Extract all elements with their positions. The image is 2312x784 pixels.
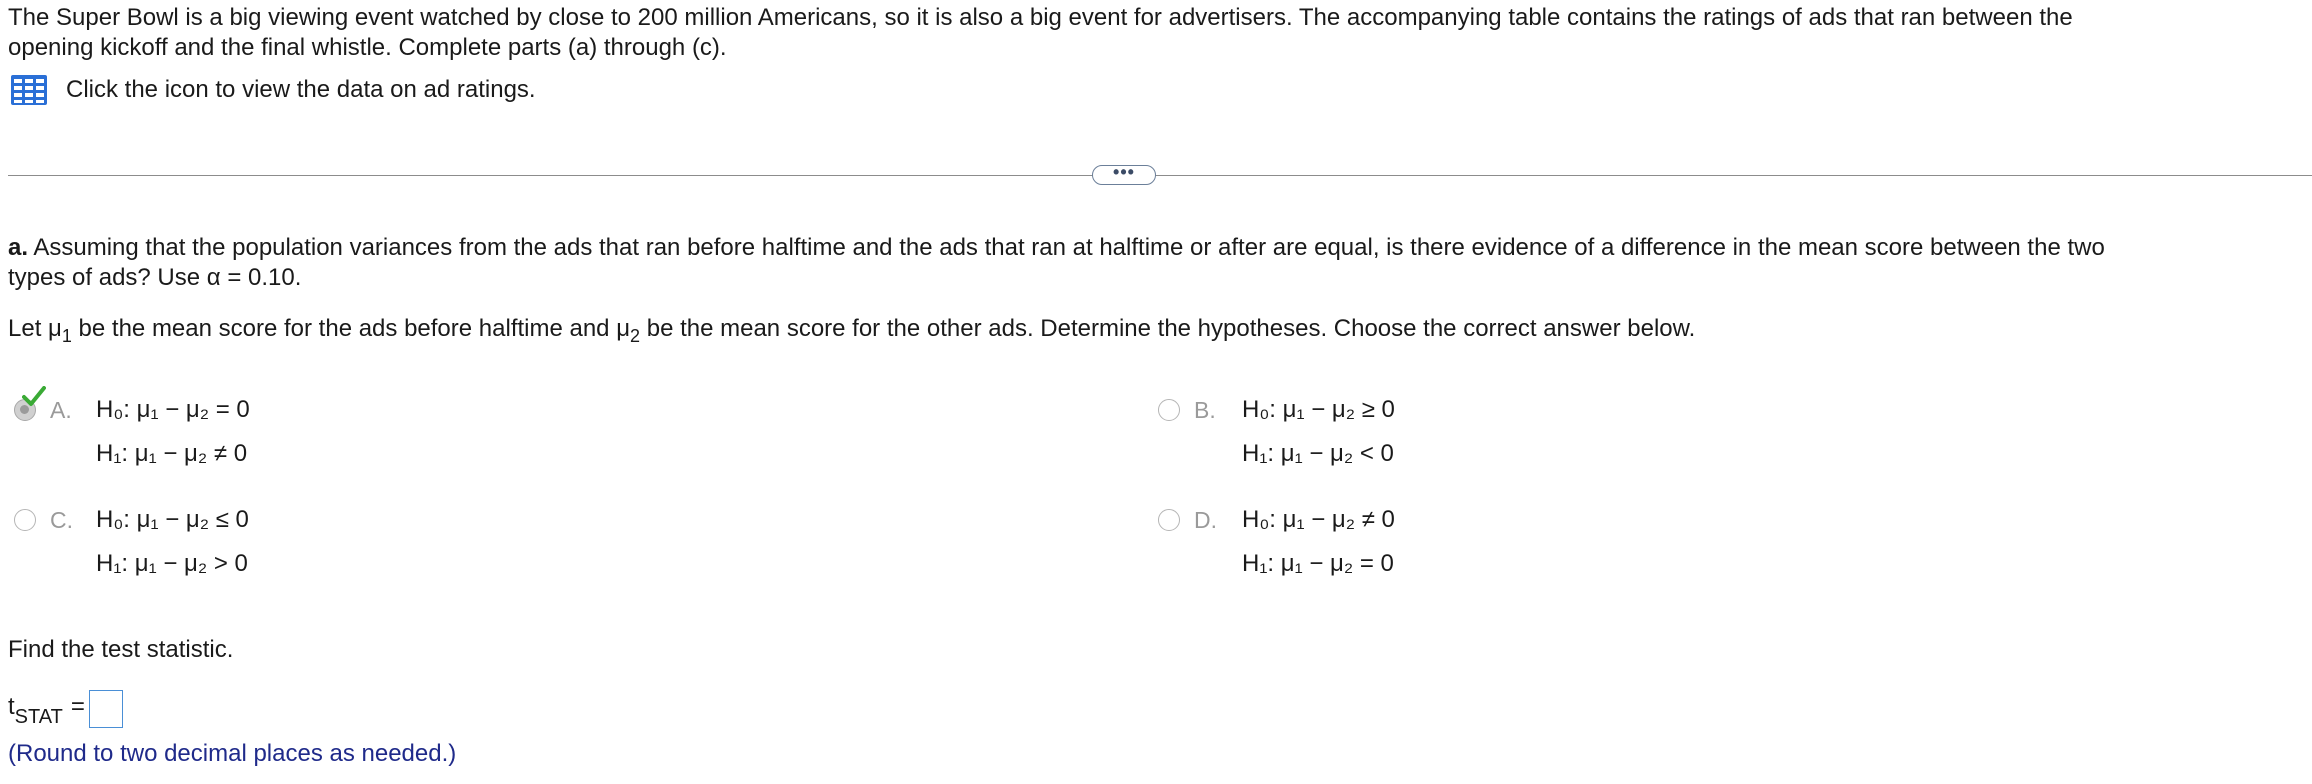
table-icon[interactable] <box>10 74 48 106</box>
let-text-2: be the mean score for the ads before halftime and μ <box>71 315 631 342</box>
intro-text <box>8 3 2298 63</box>
part-a-line-1 <box>8 233 2304 263</box>
choice-b-h1: H₁: μ₁ − μ₂ < 0 <box>1242 440 1394 467</box>
choice-c-letter: C. <box>50 507 73 533</box>
view-data-link[interactable] <box>10 74 536 106</box>
more-icon: ••• <box>1113 162 1135 182</box>
let-sub-1: 1 <box>61 326 72 346</box>
part-a-line-2: types of ads? Use α = 0.10. <box>8 264 302 291</box>
let-text-3: be the mean score for the other ads. Determine the hypotheses. Choose the correct answer below. <box>640 315 1696 342</box>
choice-b-h0: H₀: μ₁ − μ₂ ≥ 0 <box>1242 396 1395 423</box>
choice-a-h1: H₁: μ₁ − μ₂ ≠ 0 <box>96 440 248 467</box>
choice-a-letter: A. <box>50 397 72 423</box>
choice-a[interactable] <box>0 388 1100 468</box>
tstat-label: t <box>8 693 15 720</box>
choice-d-h1: H₁: μ₁ − μ₂ = 0 <box>1242 550 1394 577</box>
intro-line-2: opening kickoff and the final whistle. Complete parts (a) through (c). <box>8 34 727 61</box>
part-a-question <box>8 233 2304 293</box>
view-data-label[interactable]: Click the icon to view the data on ad ratings. <box>66 76 536 103</box>
tstat-subscript: STAT <box>14 706 63 728</box>
choice-c[interactable] <box>0 498 1100 578</box>
part-a-text-1: Assuming that the population variances from the ads that ran before halftime and the ads that ran at halftime or after are equal, is there evidence of a difference in the mean score between the two <box>28 234 2105 261</box>
rounding-instruction: (Round to two decimal places as needed.) <box>8 740 457 767</box>
find-test-statistic: Find the test statistic. <box>8 636 234 663</box>
choice-d-radio[interactable] <box>1158 509 1180 531</box>
intro-line-1: The Super Bowl is a big viewing event watched by close to 200 million Americans, so it is also a big event for advertisers. The accompanying table contains the ratings of ads that ran between the <box>8 4 2073 31</box>
choice-d-letter: D. <box>1194 507 1217 533</box>
tstat-equals: = <box>70 693 85 720</box>
tstat-input[interactable] <box>89 690 123 728</box>
tstat-row <box>8 692 123 728</box>
checkmark-icon <box>22 386 46 408</box>
choice-c-h0: H₀: μ₁ − μ₂ ≤ 0 <box>96 506 249 533</box>
choice-b-radio[interactable] <box>1158 399 1180 421</box>
section-divider <box>8 175 2312 176</box>
let-sub-2: 2 <box>630 326 641 346</box>
hypothesis-prompt <box>8 314 1695 344</box>
expand-button[interactable] <box>1092 162 1156 185</box>
let-text-1: Let μ <box>8 315 62 342</box>
choice-c-h1: H₁: μ₁ − μ₂ > 0 <box>96 550 248 577</box>
choice-d-h0: H₀: μ₁ − μ₂ ≠ 0 <box>1242 506 1395 533</box>
choice-d[interactable] <box>1150 498 2250 578</box>
part-a-label: a. <box>8 234 29 261</box>
choice-a-h0: H₀: μ₁ − μ₂ = 0 <box>96 396 250 423</box>
choice-b[interactable] <box>1150 388 2250 468</box>
choice-b-letter: B. <box>1194 397 1216 423</box>
choice-c-radio[interactable] <box>14 509 36 531</box>
